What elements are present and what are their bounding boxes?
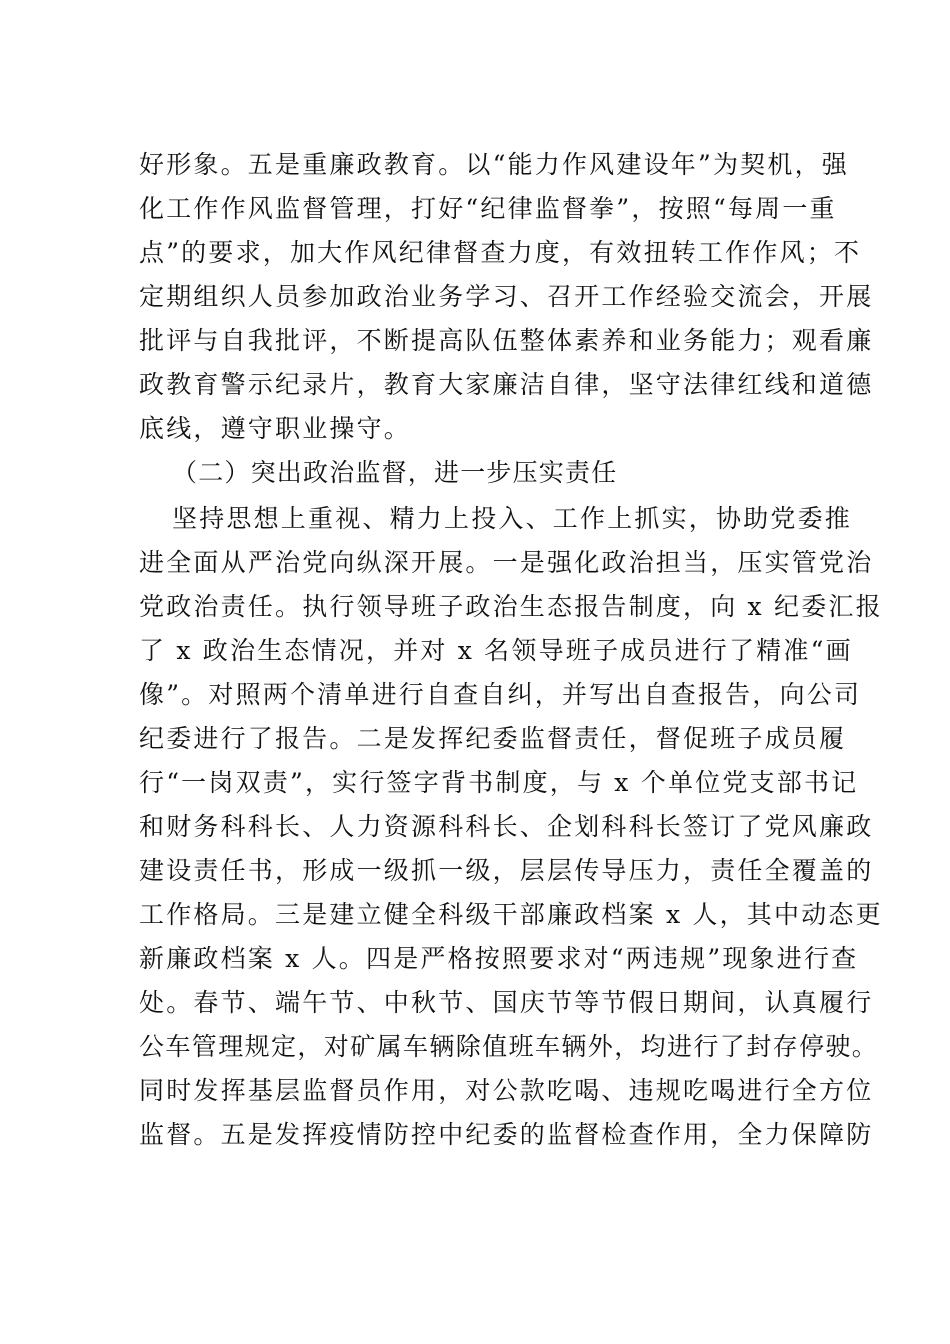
text-line: 坚持思想上重视、精力上投入、工作上抓实，协助党委推 [172, 504, 853, 533]
text-line: 了 x 政治生态情况，并对 x 名领导班子成员进行了精准“画 [139, 636, 853, 665]
text-line: 好形象。五是重廉政教育。以“能力作风建设年”为契机，强 [139, 150, 849, 179]
text-line: 点”的要求，加大作风纪律督查力度，有效扭转工作作风；不 [139, 238, 862, 267]
text-line: 定期组织人员参加政治业务学习、召开工作经验交流会，开展 [139, 282, 874, 311]
text-line: 公车管理规定，对矿属车辆除值班车辆外，均进行了封存停驶。 [139, 1032, 879, 1061]
text-line: 新廉政档案 x 人。四是严格按照要求对“两违规”现象进行查 [139, 944, 859, 973]
text-line: 纪委进行了报告。二是发挥纪委监督责任，督促班子成员履 [139, 724, 847, 753]
text-line: 工作格局。三是建立健全科级干部廉政档案 x 人，其中动态更 [139, 900, 883, 929]
text-line: 处。春节、端午节、中秋节、国庆节等节假日期间，认真履行 [139, 988, 874, 1017]
text-line: 底线，遵守职业操守。 [139, 414, 412, 443]
text-line: 同时发挥基层监督员作用，对公款吃喝、违规吃喝进行全方位 [139, 1076, 874, 1105]
text-line: 和财务科科长、人力资源科科长、企划科科长签订了党风廉政 [139, 812, 874, 841]
text-line: 政教育警示纪录片，教育大家廉洁自律，坚守法律红线和道德 [139, 370, 874, 399]
text-line: 像”。对照两个清单进行自查自纠，并写出自查报告，向公司 [139, 680, 862, 709]
text-line: 党政治责任。执行领导班子政治生态报告制度，向 x 纪委汇报 [139, 592, 883, 621]
text-line: 进全面从严治党向纵深开展。一是强化政治担当，压实管党治 [139, 548, 874, 577]
text-line: 监督。五是发挥疫情防控中纪委的监督检查作用，全力保障防 [139, 1120, 874, 1149]
text-line: 行“一岗双责”，实行签字背书制度，与 x 个单位党支部书记 [139, 768, 859, 797]
text-line: 化工作作风监督管理，打好“纪律监督拳”，按照“每周一重 [139, 194, 837, 223]
section-heading: （二）突出政治监督，进一步压实责任 [172, 458, 618, 487]
text-line: 建设责任书，形成一级抓一级，层层传导压力，责任全覆盖的 [139, 856, 874, 885]
text-line: 批评与自我批评，不断提高队伍整体素养和业务能力；观看廉 [139, 326, 874, 355]
